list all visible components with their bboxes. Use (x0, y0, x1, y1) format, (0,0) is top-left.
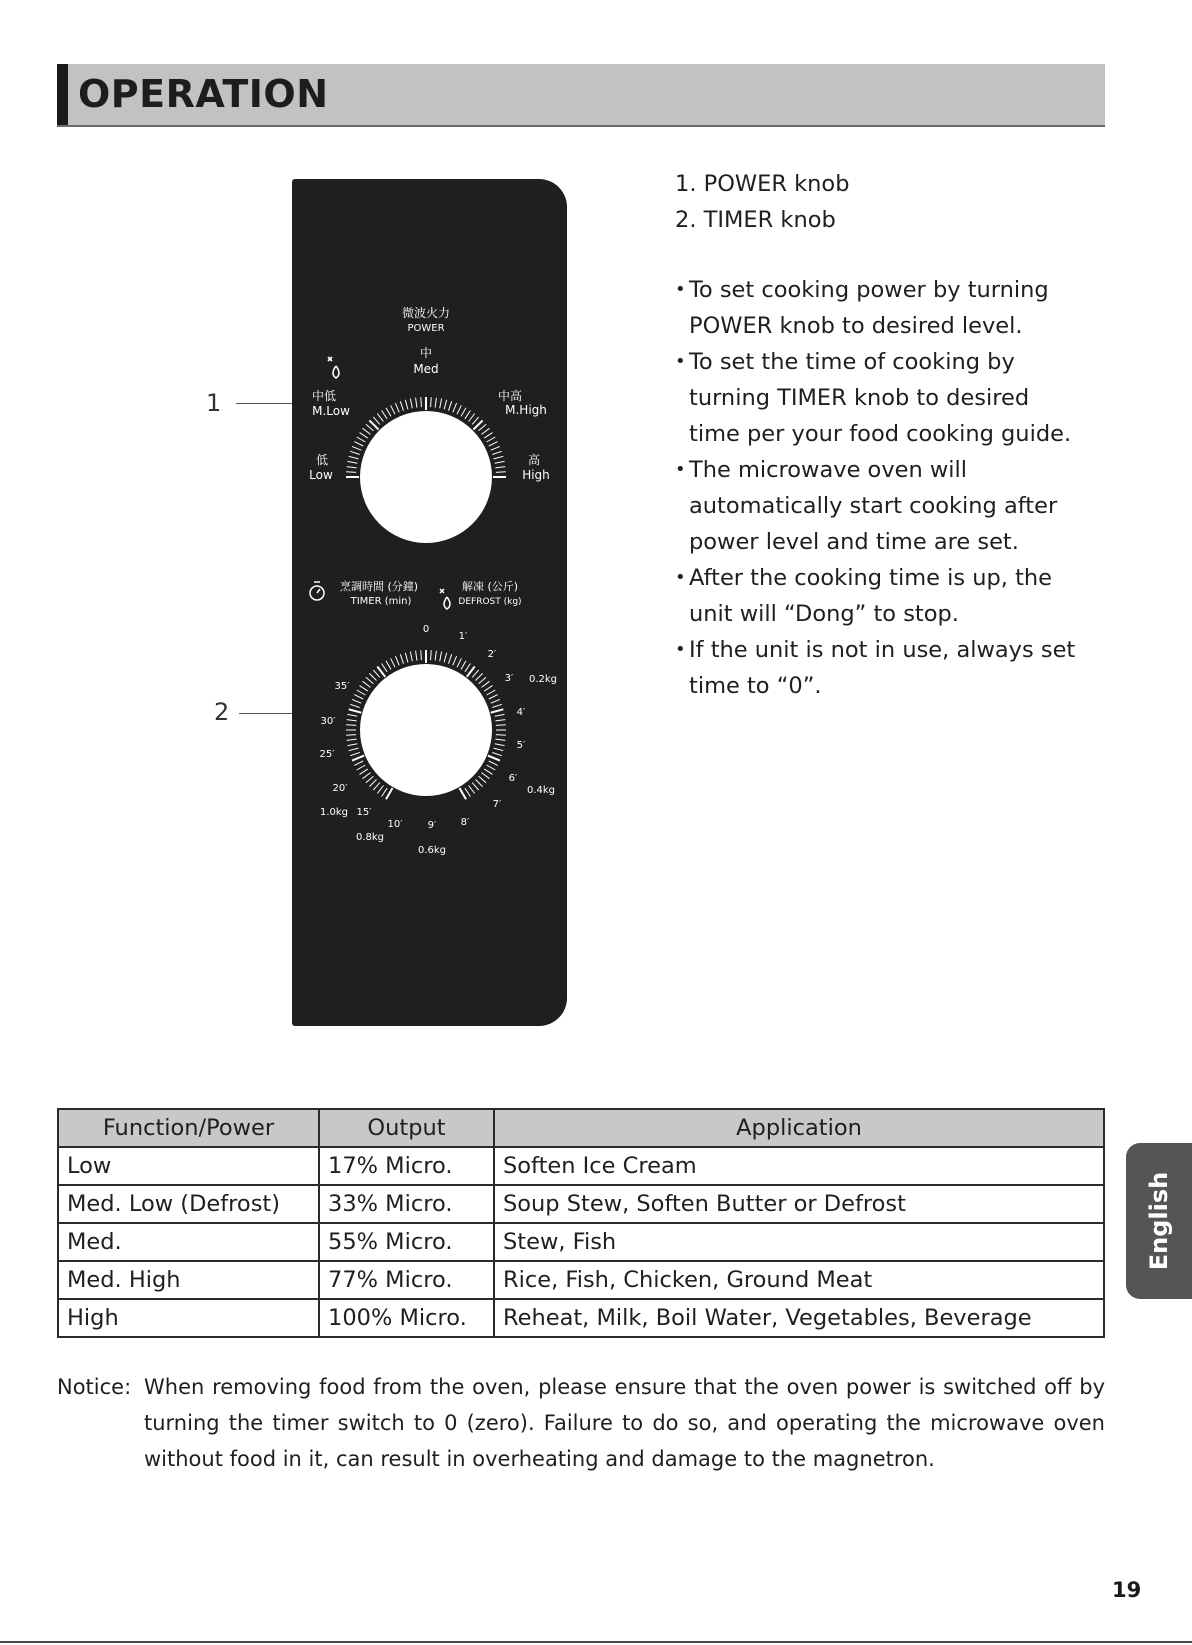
dial-tick (382, 664, 388, 672)
power-knob[interactable] (360, 411, 492, 543)
power-level-mhigh-cn: 中高 (497, 389, 523, 403)
dial-tick (496, 725, 506, 726)
timer-mark-2: 2′ (487, 649, 497, 660)
dial-tick (347, 720, 357, 721)
dial-tick (349, 709, 362, 712)
timer-mark-1: 1′ (458, 631, 468, 642)
dial-tick (377, 414, 383, 422)
dial-tick (352, 699, 361, 703)
timer-knob[interactable] (360, 664, 492, 796)
dial-tick (373, 670, 380, 678)
dial-tick (366, 424, 374, 431)
weight-mark-0-2kg: 0.2kg (528, 674, 558, 685)
cell-function: Med. High (58, 1261, 319, 1299)
dial-tick (363, 681, 371, 687)
dial-tick (469, 786, 475, 794)
table-header-row (58, 1109, 1104, 1147)
dial-tick (363, 428, 371, 434)
cell-output: 100% Micro. (319, 1299, 494, 1337)
dial-tick (350, 704, 360, 707)
dial-tick (357, 437, 366, 442)
dial-tick (449, 401, 452, 411)
dial-tick (487, 690, 496, 695)
dial-tick (346, 725, 356, 726)
dial-tick (492, 451, 502, 454)
dial-tick (479, 424, 487, 431)
dial-tick (484, 769, 492, 775)
dial-tick (472, 417, 479, 425)
dial-tick (377, 786, 383, 794)
cell-application: Stew, Fish (494, 1223, 1104, 1261)
dial-tick (347, 739, 357, 740)
dial-tick (487, 765, 496, 770)
instruction-item: • After the cooking time is up, the unit will “Dong” to stop. (675, 560, 1085, 632)
dial-tick (453, 656, 457, 665)
dial-tick (457, 405, 461, 414)
timer-mark-3: 3′ (504, 673, 514, 684)
dial-tick (360, 769, 368, 775)
cell-output: 17% Micro. (319, 1147, 494, 1185)
timer-clock-icon (310, 582, 324, 600)
dial-tick (472, 670, 479, 678)
cell-output: 33% Micro. (319, 1185, 494, 1223)
dial-tick (348, 461, 358, 463)
dial-tick (488, 756, 500, 761)
power-label-en: POWER (407, 323, 445, 334)
cell-function: High (58, 1299, 319, 1337)
dial-tick (382, 411, 388, 419)
callout-number-2: 2 (214, 698, 230, 726)
instruction-item: • To set the time of cooking by turning TIMER knob to desired time per your food cooking guide. (675, 344, 1085, 452)
dial-tick (440, 399, 442, 409)
dial-tick (476, 673, 483, 680)
weight-mark-0-4kg: 0.4kg (526, 785, 556, 796)
dial-tick (416, 398, 417, 408)
dial-tick (494, 456, 504, 459)
dial-tick (449, 654, 452, 664)
dial-tick (431, 397, 432, 407)
dial-tick (386, 408, 391, 417)
instruction-item: • If the unit is not in use, always set time to “0”. (675, 632, 1085, 704)
power-level-high-cn: 高 (527, 453, 541, 467)
defrost-snowflake-icon-power (328, 357, 339, 378)
dial-tick (360, 686, 368, 692)
dial-tick (354, 442, 363, 446)
timer-label-en: TIMER (min) (350, 596, 412, 607)
power-level-med: Med (413, 362, 439, 376)
notice-text: When removing food from the oven, please ensure that the oven power is switched off by turning the timer switch to 0 (zero). Failure to do so, and operating the microwave oven without food in it, can result in overheating and damage to the magnetron. (144, 1375, 1105, 1471)
dial-tick (400, 401, 403, 411)
dial-tick (366, 776, 374, 783)
dial-tick (373, 783, 380, 791)
dial-tick (484, 686, 492, 692)
dial-tick (354, 695, 363, 699)
dial-tick (487, 437, 496, 442)
column-header-output: Output (319, 1109, 494, 1147)
dial-tick (495, 744, 505, 746)
dial-tick (346, 735, 356, 736)
dial-tick (410, 652, 412, 662)
timer-mark-20: 20′ (332, 783, 348, 794)
dial-tick (482, 681, 490, 687)
dial-tick (431, 650, 432, 660)
dial-tick (357, 765, 366, 770)
column-header-function: Function/Power (58, 1109, 319, 1147)
dial-tick (405, 653, 408, 663)
cell-application: Reheat, Milk, Boil Water, Vegetables, Beverage (494, 1299, 1104, 1337)
dial-tick (386, 661, 391, 670)
dial-tick (352, 756, 364, 761)
dial-tick (460, 788, 467, 799)
language-tab-label: English (1145, 1171, 1173, 1271)
dial-tick (346, 472, 356, 473)
cell-output: 55% Micro. (319, 1223, 494, 1261)
weight-mark-1-0kg: 1.0kg (319, 807, 349, 818)
dial-tick (348, 714, 358, 716)
dial-tick (382, 788, 388, 796)
timer-mark-6: 6′ (508, 773, 518, 784)
power-level-mlow: M.Low (312, 404, 350, 418)
timer-mark-25: 25′ (319, 749, 335, 760)
dial-tick (491, 699, 500, 703)
dial-tick (482, 428, 490, 434)
dial-tick (465, 788, 471, 796)
notice-block (57, 1369, 1105, 1477)
table-row (58, 1299, 1104, 1337)
dial-tick (444, 400, 447, 410)
dial-tick (369, 673, 376, 680)
dial-tick (395, 656, 399, 665)
dial-tick (495, 720, 505, 721)
dial-tick (435, 651, 436, 661)
dial-tick (482, 773, 490, 779)
cell-application: Soften Ice Cream (494, 1147, 1104, 1185)
callout-number-1: 1 (206, 389, 222, 417)
power-level-low: Low (309, 468, 333, 482)
dial-tick (395, 403, 399, 412)
column-header-application: Application (494, 1109, 1104, 1147)
dial-tick (494, 748, 504, 751)
dial-tick (410, 399, 412, 409)
timer-mark-8: 8′ (460, 817, 470, 828)
timer-mark-5: 5′ (516, 740, 526, 751)
dial-tick (496, 735, 506, 736)
cell-function: Low (58, 1147, 319, 1185)
dial-tick (491, 709, 504, 712)
control-panel (292, 179, 567, 1026)
header-accent-bar (57, 64, 68, 125)
dial-tick (405, 400, 408, 410)
dial-tick (348, 744, 358, 746)
dial-tick (479, 677, 487, 684)
dial-tick (453, 403, 457, 412)
dial-tick (421, 650, 422, 660)
language-tab[interactable] (1126, 1143, 1192, 1299)
dial-tick (416, 651, 417, 661)
dial-tick (363, 773, 371, 779)
timer-mark-7: 7′ (492, 799, 502, 810)
dial-tick (400, 654, 403, 664)
dial-tick (391, 658, 395, 667)
part-item-power-knob: 1. POWER knob (675, 171, 850, 197)
timer-mark-10: 10′ (387, 819, 403, 830)
dial-tick (476, 780, 483, 787)
table-row (58, 1261, 1104, 1299)
timer-mark-35: 35′ (334, 681, 350, 692)
dial-tick (386, 788, 393, 799)
dial-tick (489, 761, 498, 765)
dial-tick (373, 417, 380, 425)
dial-tick (461, 661, 466, 670)
dial-tick (435, 398, 436, 408)
dial-tick (492, 753, 502, 756)
dial-tick (349, 456, 359, 459)
notice-label: Notice: (57, 1375, 132, 1399)
power-level-mlow-cn: 中低 (311, 389, 337, 403)
weight-mark-0-6kg: 0.6kg (417, 845, 447, 856)
defrost-label-cn: 解凍 (公斤) (461, 580, 519, 593)
instructions-column (675, 166, 1085, 704)
dial-tick (369, 780, 376, 787)
dial-tick (354, 761, 363, 765)
instruction-item: • To set cooking power by turning POWER knob to desired level. (675, 272, 1085, 344)
cell-application: Soup Stew, Soften Butter or Defrost (494, 1185, 1104, 1223)
control-panel-graphic (292, 179, 567, 1026)
power-level-high: High (522, 468, 550, 482)
timer-mark-4: 4′ (516, 707, 526, 718)
instruction-list (675, 272, 1085, 704)
dial-tick (366, 677, 374, 684)
section-header (57, 64, 1105, 127)
table-row (58, 1147, 1104, 1185)
dial-tick (350, 753, 360, 756)
cell-function: Med. (58, 1223, 319, 1261)
dial-tick (357, 690, 366, 695)
timer-mark-0: 0 (422, 624, 430, 635)
power-level-table (57, 1108, 1105, 1338)
dial-tick (495, 739, 505, 740)
dial-tick (391, 405, 395, 414)
power-level-low-cn: 低 (315, 453, 329, 467)
table-row (58, 1185, 1104, 1223)
dial-tick (444, 653, 447, 663)
power-label-cn: 微波火力 (401, 306, 451, 320)
cell-application: Rice, Fish, Chicken, Ground Meat (494, 1261, 1104, 1299)
timer-mark-9: 9′ (427, 820, 437, 831)
dial-tick (350, 451, 360, 454)
dial-tick (495, 461, 505, 463)
dial-tick (492, 704, 502, 707)
timer-mark-15: 15′ (356, 807, 372, 818)
dial-tick (465, 664, 471, 672)
weight-mark-0-8kg: 0.8kg (355, 832, 385, 843)
page-title: OPERATION (78, 72, 329, 116)
dial-tick (349, 748, 359, 751)
dial-tick (479, 776, 487, 783)
instruction-item: • The microwave oven will automatically start cooking after power level and time are set. (675, 452, 1085, 560)
table-row (58, 1223, 1104, 1261)
dial-tick (440, 652, 442, 662)
dial-tick (347, 467, 357, 468)
dial-tick (469, 414, 475, 422)
part-item-timer-knob: 2. TIMER knob (675, 207, 836, 233)
dial-tick (495, 467, 505, 468)
power-level-med-cn: 中 (419, 346, 433, 360)
dial-tick (472, 783, 479, 791)
dial-tick (491, 446, 500, 450)
dial-tick (352, 446, 361, 450)
timer-label-cn: 烹調時間 (分鐘) (339, 580, 419, 593)
dial-tick (461, 408, 466, 417)
defrost-drop-icon (440, 589, 450, 609)
cell-function: Med. Low (Defrost) (58, 1185, 319, 1223)
dial-tick (457, 658, 461, 667)
dial-tick (489, 442, 498, 446)
page-number: 19 (1112, 1578, 1142, 1602)
dial-tick (465, 411, 471, 419)
dial-tick (489, 695, 498, 699)
dial-tick (495, 714, 505, 716)
defrost-label-en: DEFROST (kg) (458, 597, 522, 607)
timer-mark-30: 30′ (320, 716, 336, 727)
dial-tick (484, 433, 492, 439)
power-level-mhigh: M.High (505, 403, 547, 417)
dial-tick (360, 433, 368, 439)
dial-tick (496, 472, 506, 473)
cell-output: 77% Micro. (319, 1261, 494, 1299)
footer-rule (0, 1641, 1192, 1643)
dial-tick (421, 397, 422, 407)
